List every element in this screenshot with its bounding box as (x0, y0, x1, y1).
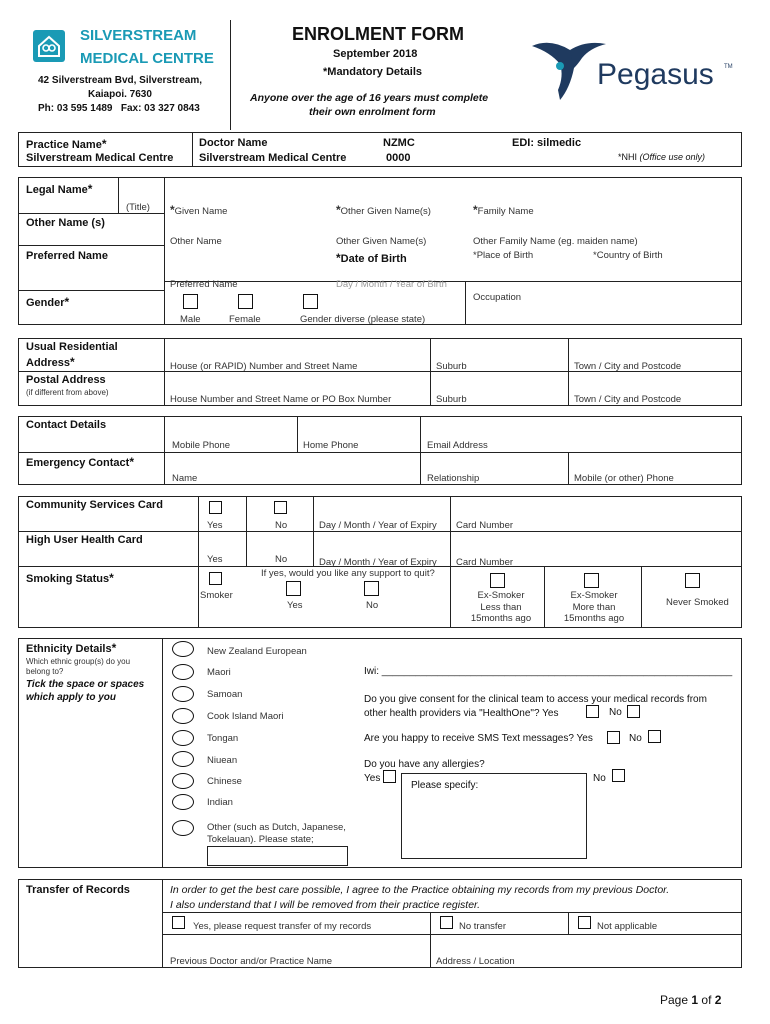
ethnicity-nz-european-radio[interactable] (172, 641, 194, 657)
title-field[interactable]: (Title) (126, 202, 150, 213)
ethnicity-maori-radio[interactable] (172, 664, 194, 680)
allergy-no-label: No (593, 773, 606, 784)
allergy-yes-checkbox[interactable] (383, 770, 396, 783)
clinic-logo-icon (33, 30, 65, 62)
transfer-na-label: Not applicable (597, 921, 658, 932)
postal-address-note: (if different from above) (26, 388, 109, 397)
quit-support-question: If yes, would you like any support to quit? (261, 568, 435, 579)
sms-yes-checkbox[interactable] (607, 731, 620, 744)
contact-details-label: Contact Details (26, 419, 107, 431)
ex-smoker-more-checkbox[interactable] (584, 573, 599, 588)
huhc-no-label: No (275, 554, 288, 565)
ethnicity-label: Ethnicity Details* (26, 641, 117, 655)
gender-male-checkbox[interactable] (183, 294, 198, 309)
ex-smoker-less-checkbox[interactable] (490, 573, 505, 588)
usual-address-label2: Address* (26, 355, 75, 369)
transfer-yes-checkbox[interactable] (172, 916, 185, 929)
ethnicity-option: Niuean (207, 755, 238, 766)
gender-female-label: Female (229, 314, 261, 325)
transfer-no-checkbox[interactable] (440, 916, 453, 929)
consent-yes-checkbox[interactable] (586, 705, 599, 718)
postal-address-label: Postal Address (26, 374, 106, 386)
legal-name-label: Legal Name* (26, 182, 93, 196)
ethnicity-instruction: Tick the space or spaces which apply to you (26, 679, 145, 703)
ethnicity-other-input[interactable] (207, 846, 348, 866)
preferred-name-label: Preferred Name (26, 250, 108, 262)
gender-diverse-checkbox[interactable] (303, 294, 318, 309)
allergy-yes-label: Yes (364, 773, 381, 784)
doctor-name-value: Silverstream Medical Centre (199, 152, 347, 164)
sms-question: Are you happy to receive SMS Text messages? Yes (364, 733, 593, 744)
ethnicity-option: Indian (207, 797, 233, 808)
support-yes-checkbox[interactable] (286, 581, 301, 596)
support-no-label: No (366, 600, 379, 611)
doctor-name-label: Doctor Name (199, 137, 268, 149)
ethnicity-cook-island-radio[interactable] (172, 708, 194, 724)
other-given-name-field[interactable]: *Other Given Name(s) (336, 203, 431, 217)
never-smoked-checkbox[interactable] (685, 573, 700, 588)
ethnicity-samoan-radio[interactable] (172, 686, 194, 702)
pegasus-brand: Pegasus (597, 58, 714, 91)
ethnicity-option: Chinese (207, 776, 242, 787)
never-smoked-label: Never Smoked (666, 597, 729, 608)
ethnicity-option: Cook Island Maori (207, 711, 284, 722)
csc-yes-label: Yes (207, 520, 223, 531)
clinic-name-line1: SILVERSTREAM (80, 27, 197, 44)
occupation-field[interactable]: Occupation (473, 292, 522, 303)
ethnicity-other-radio[interactable] (172, 820, 194, 836)
consent-no-label: No (609, 707, 622, 718)
relationship-field[interactable]: Relationship (427, 473, 480, 484)
nhi-label: *NHI (Office use only) (618, 152, 706, 162)
emergency-phone-field[interactable]: Mobile (or other) Phone (574, 473, 674, 484)
support-no-checkbox[interactable] (364, 581, 379, 596)
other-given-name2-field[interactable]: Other Given Name(s) (336, 236, 427, 247)
ex-smoker-less-label: Ex-Smoker Less than 15months ago (470, 590, 532, 624)
gender-female-checkbox[interactable] (238, 294, 253, 309)
consent-question: Do you give consent for the clinical team to access your medical records from other health providers via "HealthOne"? Yes (364, 694, 707, 719)
allergies-question: Do you have any allergies? (364, 759, 485, 770)
clinic-name-line2: MEDICAL CENTRE (80, 50, 214, 67)
ethnicity-option: New Zealand European (207, 646, 307, 657)
gender-label: Gender* (26, 295, 70, 309)
edi-code: EDI: silmedic (512, 137, 582, 149)
other-name-field[interactable]: Other Name (170, 236, 222, 247)
ethnicity-niuean-radio[interactable] (172, 751, 194, 767)
mandatory-note: *Mandatory Details (323, 66, 423, 78)
clinic-phone: Ph: 03 595 1489 Fax: 03 327 0843 (38, 103, 200, 114)
emergency-contact-label: Emergency Contact* (26, 455, 134, 469)
transfer-yes-label: Yes, please request transfer of my records (193, 921, 372, 932)
huhc-yes-label: Yes (207, 554, 223, 565)
other-names-label: Other Name (s) (26, 217, 105, 229)
age-note-line1: Anyone over the age of 16 years must complete (250, 92, 489, 104)
csc-no-checkbox[interactable] (274, 501, 287, 514)
preferred-name-field[interactable]: Preferred Name (170, 279, 238, 290)
form-title: ENROLMENT FORM (292, 24, 464, 44)
clinic-address-line1: 42 Silverstream Bvd, Silverstream, (38, 75, 202, 86)
huhc-label: High User Health Card (26, 534, 143, 546)
form-date: September 2018 (333, 48, 418, 60)
nzmc-value: 0000 (386, 152, 411, 164)
transfer-records-label: Transfer of Records (26, 884, 130, 896)
age-note-line2: their own enrolment form (309, 106, 436, 118)
sms-no-checkbox[interactable] (648, 730, 661, 743)
csc-number-field[interactable]: Card Number (456, 520, 514, 531)
ethnicity-other-label: Other (such as Dutch, Japanese, Tokelauan). Please state; (207, 822, 346, 845)
clinic-address-line2: Kaiapoi. 7630 (88, 89, 152, 100)
dob-field[interactable]: Day / Month / Year of Birth (336, 279, 447, 290)
nzmc-label: NZMC (383, 137, 415, 149)
postal-suburb-field[interactable]: Suburb (436, 394, 467, 405)
csc-no-label: No (275, 520, 288, 531)
ethnicity-chinese-radio[interactable] (172, 773, 194, 789)
postal-street-field[interactable]: House Number and Street Name or PO Box Number (170, 394, 392, 405)
place-of-birth-field[interactable]: *Place of Birth (473, 250, 534, 261)
pegasus-tm: TM (724, 64, 733, 70)
emergency-name-field[interactable]: Name (172, 473, 198, 484)
given-name-field[interactable]: *Given Name (170, 203, 228, 217)
transfer-consent-text: In order to get the best care possible, I agree to the Practice obtaining my records from my previous Doctor. I also understand that I will be removed from their practice register. (170, 884, 670, 911)
page-number: Page 1 of 2 (660, 993, 722, 1007)
mobile-phone-field[interactable]: Mobile Phone (172, 440, 231, 451)
other-family-name-field[interactable]: Other Family Name (eg. maiden name) (473, 236, 638, 247)
ethnicity-option: Tongan (207, 733, 239, 744)
transfer-na-checkbox[interactable] (578, 916, 591, 929)
sms-no-label: No (629, 733, 642, 744)
support-yes-label: Yes (287, 600, 303, 611)
csc-yes-checkbox[interactable] (209, 501, 222, 514)
ethnicity-question: Which ethnic group(s) do you belong to? (26, 657, 131, 676)
allergy-no-checkbox[interactable] (612, 769, 625, 782)
home-phone-field[interactable]: Home Phone (303, 440, 359, 451)
ex-smoker-more-label: Ex-Smoker More than 15months ago (563, 590, 625, 624)
postal-town-field[interactable]: Town / City and Postcode (574, 394, 682, 405)
consent-no-checkbox[interactable] (627, 705, 640, 718)
ethnicity-indian-radio[interactable] (172, 794, 194, 810)
country-of-birth-field[interactable]: *Country of Birth (593, 250, 663, 261)
dob-label: *Date of Birth (336, 251, 407, 265)
huhc-number-field[interactable]: Card Number (456, 557, 514, 568)
previous-address-field[interactable]: Address / Location (436, 956, 515, 967)
usual-address-label1: Usual Residential (26, 341, 118, 353)
town-postcode-field[interactable]: Town / City and Postcode (574, 361, 682, 372)
ethnicity-option: Maori (207, 667, 231, 678)
transfer-no-label: No transfer (459, 921, 506, 932)
ethnicity-tongan-radio[interactable] (172, 730, 194, 746)
family-name-field[interactable]: *Family Name (473, 203, 534, 217)
mandatory-star: * (323, 66, 328, 78)
practice-name-label: Practice Name* (26, 137, 107, 151)
ethnicity-option: Samoan (207, 689, 243, 700)
huhc-expiry-field[interactable]: Day / Month / Year of Expiry (319, 557, 437, 568)
csc-expiry-field[interactable]: Day / Month / Year of Expiry (319, 520, 437, 531)
suburb-field[interactable]: Suburb (436, 361, 467, 372)
csc-label: Community Services Card (26, 499, 163, 511)
iwi-field[interactable]: Iwi: _______________________________________________________________ (364, 666, 733, 677)
house-street-field[interactable]: House (or RAPID) Number and Street Name (170, 361, 358, 372)
smoker-label: Smoker (200, 590, 233, 601)
gender-male-label: Male (180, 314, 201, 325)
email-field[interactable]: Email Address (427, 440, 488, 451)
previous-doctor-field[interactable]: Previous Doctor and/or Practice Name (170, 956, 333, 967)
allergy-specify-label: Please specify: (411, 780, 479, 791)
practice-name-value: Silverstream Medical Centre (26, 152, 174, 164)
smoking-status-label: Smoking Status* (26, 571, 114, 585)
smoker-checkbox[interactable] (209, 572, 222, 585)
gender-diverse-label: Gender diverse (please state) (300, 314, 426, 325)
